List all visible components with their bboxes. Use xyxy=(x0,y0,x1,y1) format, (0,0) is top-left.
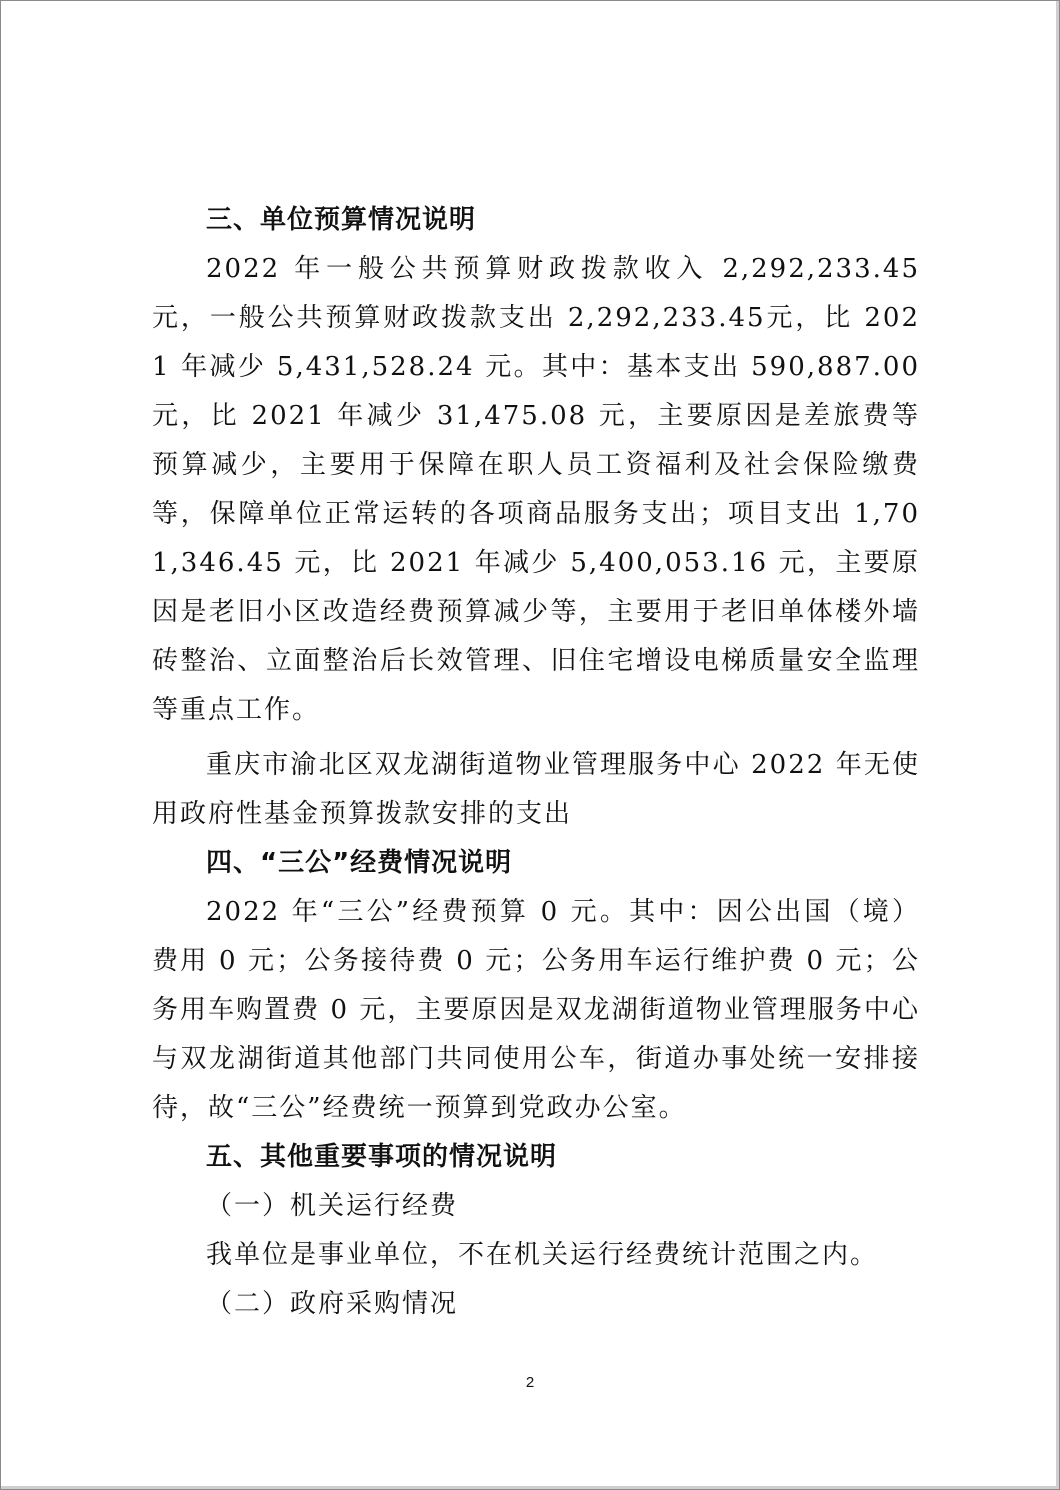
section-3-budget-paragraph: 2022 年一般公共预算财政拨款收入 2,292,233.45 元，一般公共预算财政拨款支出 2,292,233.45元，比 2021 年减少 5,431,528.24 元。其中：基本支出 590,887.00 元，比 2021 年减少 31,475.08 元，主要原因是差旅费等预算减少，主要用于保障在职人员工资福利及社会保险缴费等，保障单位正常运转的各项商品服务支出；项目支出 1,701,346.45 元，比 2021 年减少 5,400,053.16 元，主要原因是老旧小区改造经费预算减少等，主要用于老旧单体楼外墙砖整治、立面整治后长效管理、旧住宅增设电梯质量安全监理等重点工作。 xyxy=(152,254,920,725)
page-number: 2 xyxy=(525,1374,535,1391)
section-3-heading: 三、单位预算情况说明 xyxy=(206,205,477,235)
section-5-sub-1-text: 我单位是事业单位，不在机关运行经费统计范围之内。 xyxy=(206,1240,879,1270)
section-5-sub-1-heading: （一）机关运行经费 xyxy=(206,1191,459,1221)
section-3-fund-paragraph: 重庆市渝北区双龙湖街道物业管理服务中心 2022 年无使用政府性基金预算拨款安排的支出 xyxy=(152,750,920,829)
section-5-sub-2-heading: （二）政府采购情况 xyxy=(206,1289,459,1319)
section-4-paragraph: 2022 年“三公”经费预算 0 元。其中：因公出国（境）费用 0 元；公务接待费 0 元；公务用车运行维护费 0 元；公务用车购置费 0 元，主要原因是双龙湖街道物业管理服务中心与双龙湖街道其他部门共同使用公车，街道办事处统一安排接待，故“三公”经费统一预算到党政办公室。 xyxy=(152,897,920,1123)
document-body xyxy=(152,196,920,1329)
section-4-heading: 四、“三公”经费情况说明 xyxy=(206,848,513,878)
section-5-heading: 五、其他重要事项的情况说明 xyxy=(206,1142,558,1172)
